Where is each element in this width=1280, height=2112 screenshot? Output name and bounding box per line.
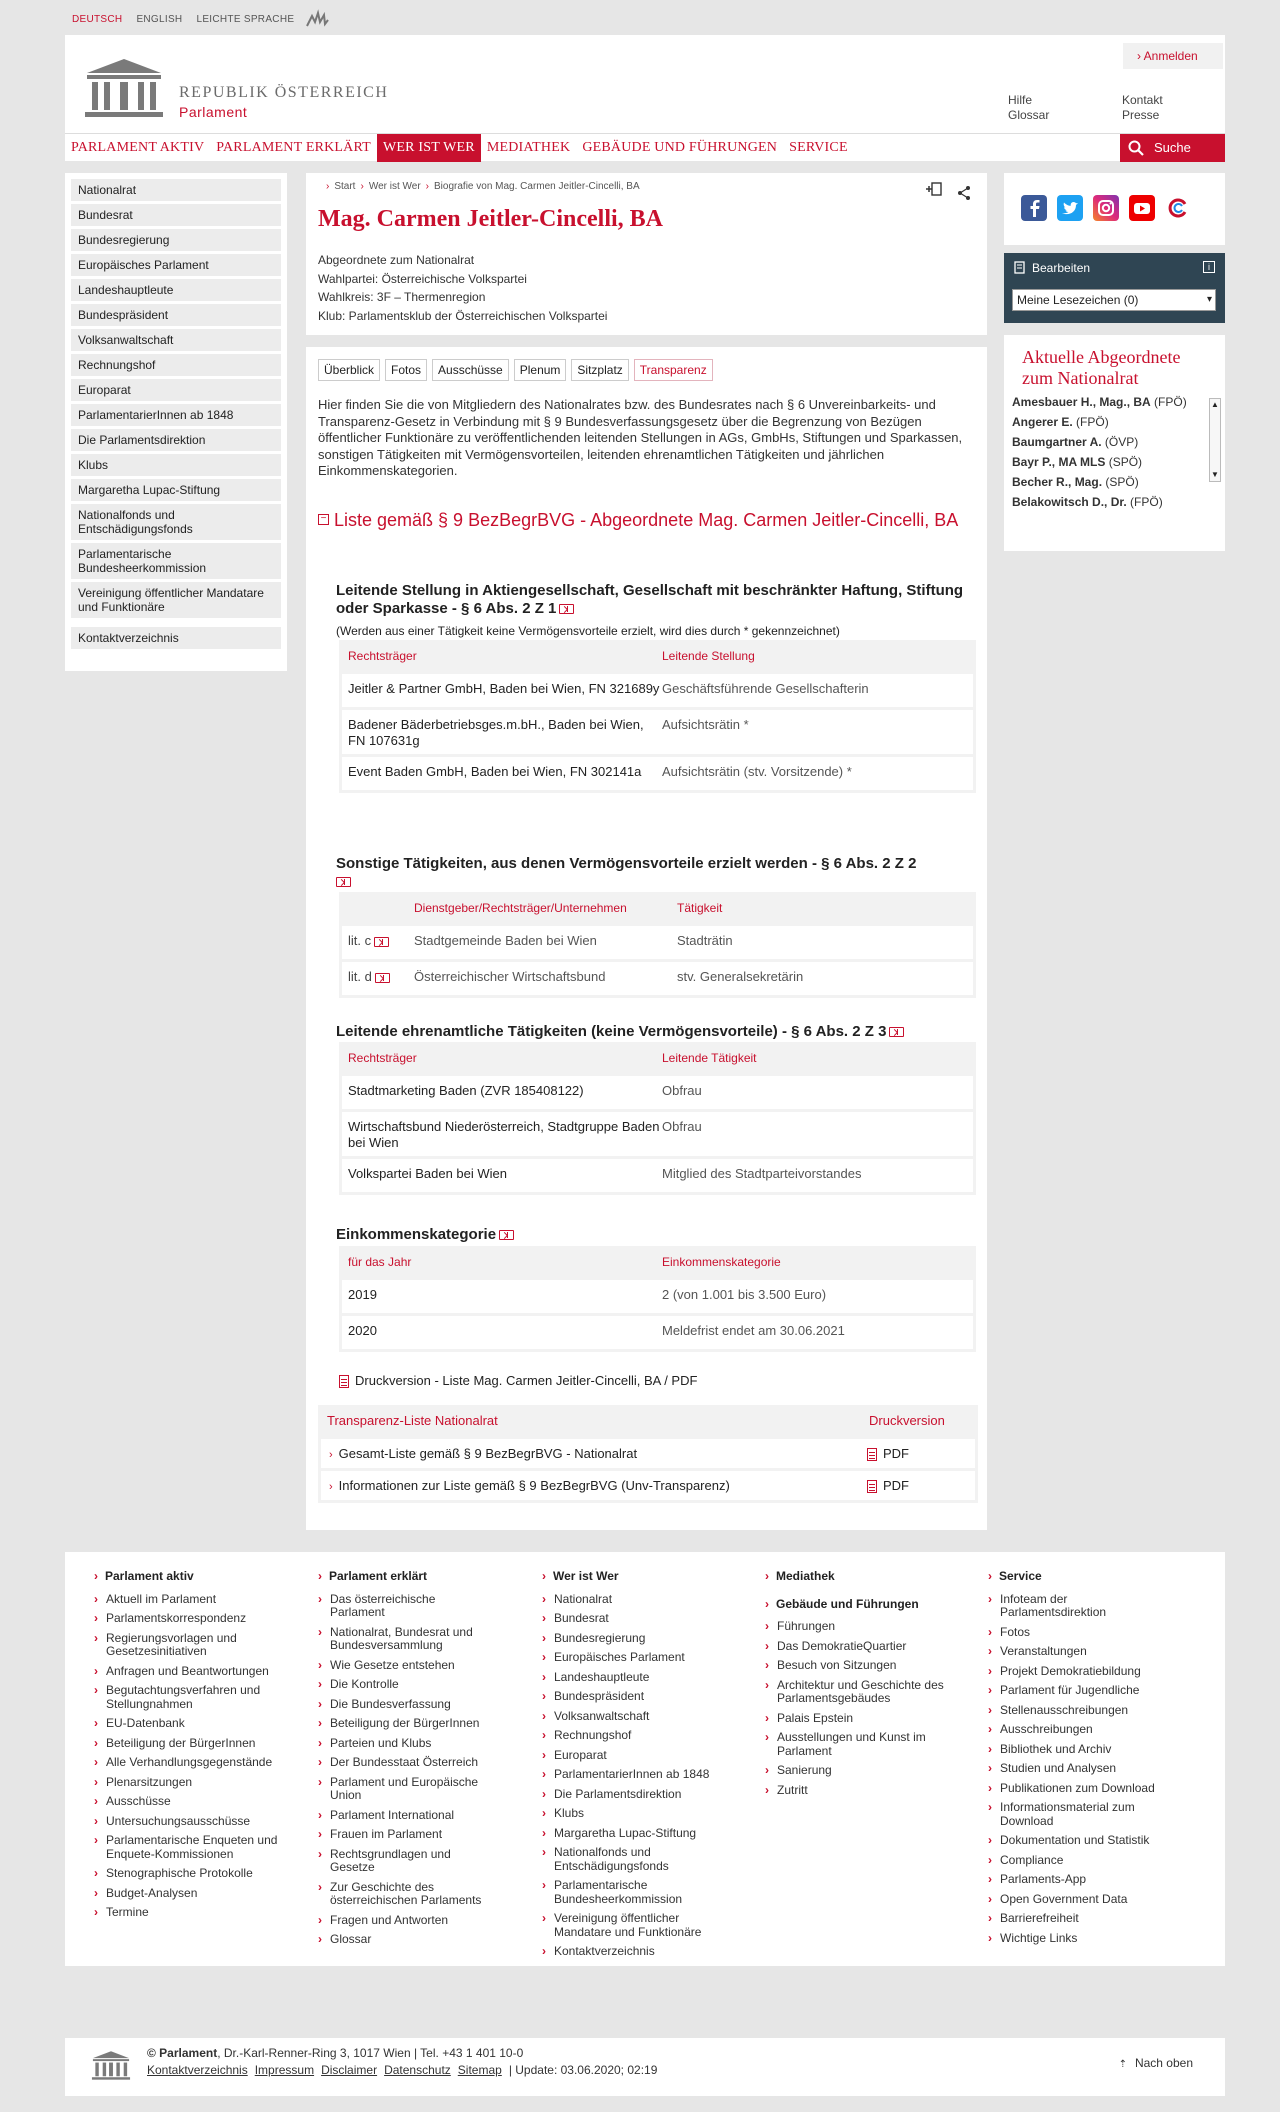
social-links [1004, 173, 1225, 245]
youtube-icon[interactable] [1129, 195, 1155, 221]
press-link[interactable]: Presse [1122, 108, 1160, 122]
sidebar-item-bundesrat[interactable]: Bundesrat [71, 204, 281, 226]
parliament-logo-small-icon[interactable] [89, 2048, 133, 2082]
footer-heading[interactable]: › Wer ist Wer [541, 1570, 716, 1584]
list-link[interactable]: Informationen zur Liste gemäß § 9 BezBegrBVG (Unv-Transparenz) [338, 1478, 730, 1494]
footer-link[interactable]: › Projekt Demokratiebildung [987, 1665, 1167, 1679]
footer-link[interactable]: › Nationalrat [541, 1593, 716, 1607]
footer-link[interactable]: › Nationalrat, Bundesrat und Bundesversammlung [317, 1626, 487, 1653]
lang-easy-link[interactable]: LEICHTE SPRACHE [196, 14, 295, 25]
info-icon[interactable] [375, 973, 390, 983]
collapse-icon[interactable]: − [318, 514, 329, 525]
footer-link[interactable]: › Open Government Data [987, 1893, 1167, 1907]
cell: Meldefrist endet am 30.06.2021 [662, 1323, 845, 1338]
members-scrollbar[interactable] [1209, 398, 1221, 482]
pdf-icon [867, 1480, 877, 1493]
footer-link[interactable]: › Wie Gesetze entstehen [317, 1659, 487, 1673]
footer-link[interactable]: › EU-Datenbank [93, 1717, 278, 1731]
footer-link[interactable]: › Führungen [764, 1620, 944, 1634]
footer-link[interactable]: › Publikationen zum Download [987, 1782, 1167, 1796]
footer-link[interactable]: › Parteien und Klubs [317, 1737, 487, 1751]
update-date: | Update: 03.06.2020; 02:19 [508, 2063, 658, 2077]
footer-col-parlament-erklaert [317, 1570, 487, 1953]
footer-link[interactable]: › Rechtsgrundlagen und Gesetze [317, 1848, 487, 1875]
sidebar-item-bundespraesident[interactable]: Bundespräsident [71, 304, 281, 326]
footer-link[interactable]: › Anfragen und Beantwortungen [93, 1665, 278, 1679]
table-row [342, 1316, 973, 1349]
footer-link[interactable]: › Volksanwaltschaft [541, 1710, 716, 1724]
table-row [342, 710, 973, 754]
footer-link[interactable]: › Frauen im Parlament [317, 1828, 487, 1842]
footer-link[interactable]: › ParlamentarierInnen ab 1848 [541, 1768, 716, 1782]
footer-link[interactable]: › Dokumentation und Statistik [987, 1834, 1167, 1848]
footer-link[interactable]: › Ausschreibungen [987, 1723, 1167, 1737]
footer-link[interactable]: › Zur Geschichte des österreichischen Parlaments [317, 1881, 487, 1908]
edit-panel [1004, 253, 1225, 323]
cell: Mitglied des Stadtparteivorstandes [662, 1166, 862, 1181]
brand-title: REPUBLIK ÖSTERREICH [179, 84, 389, 101]
current-members-title: Aktuelle Abgeordnete zum Nationalrat [1022, 347, 1181, 388]
bookmarks-select[interactable] [1012, 289, 1216, 311]
footer-link[interactable]: › Budget-Analysen [93, 1887, 278, 1901]
col-header: Transparenz-Liste Nationalrat [327, 1413, 498, 1428]
table-row [342, 674, 973, 707]
sitemap-link[interactable]: Sitemap [457, 2063, 502, 2077]
cell: Geschäftsführende Gesellschafterin [662, 681, 869, 696]
cell: 2020 [348, 1323, 377, 1338]
list-heading[interactable] [318, 509, 978, 531]
footer-heading[interactable]: › Parlament aktiv [93, 1570, 278, 1584]
footer-link[interactable]: › Besuch von Sitzungen [764, 1659, 944, 1673]
login-button[interactable]: › Anmelden [1123, 43, 1223, 69]
footer-link[interactable]: › Bundesregierung [541, 1632, 716, 1646]
lang-german-link[interactable]: DEUTSCH [72, 14, 123, 25]
contact-links [1122, 93, 1163, 123]
instagram-icon[interactable] [1093, 195, 1119, 221]
address-line [147, 2046, 523, 2060]
sidebar-item-europarat[interactable]: Europarat [71, 379, 281, 401]
footer-link[interactable]: › Zutritt [764, 1784, 944, 1798]
footer-link[interactable]: › Ausstellungen und Kunst im Parlament [764, 1731, 944, 1758]
sidebar-item-nationalrat[interactable]: Nationalrat [71, 179, 281, 201]
info-icon[interactable]: i [1203, 261, 1215, 273]
col-header: Einkommenskategorie [662, 1255, 781, 1269]
col-header: für das Jahr [348, 1255, 412, 1269]
chevron-right-icon: › [329, 1481, 333, 1494]
table-row[interactable] [321, 1471, 975, 1500]
footer-link[interactable]: › Begutachtungsverfahren und Stellungnahmen [93, 1684, 278, 1711]
login-label: Anmelden [1143, 49, 1198, 63]
footer-col-wer-ist-wer [541, 1570, 716, 1965]
person-role: Abgeordnete zum Nationalrat [318, 253, 475, 267]
pdf-icon [339, 1375, 349, 1388]
section4-table [339, 1246, 976, 1352]
privacy-link[interactable]: Datenschutz [384, 2063, 451, 2077]
footer-heading[interactable]: › Mediathek [764, 1570, 944, 1584]
bookmarks-select-value: Meine Lesezeichen (0) [1017, 293, 1139, 307]
footer-link[interactable]: › Die Bundesverfassung [317, 1698, 487, 1712]
footer-link[interactable]: › Stellenausschreibungen [987, 1704, 1167, 1718]
cell: Aufsichtsrätin (stv. Vorsitzende) * [662, 764, 852, 779]
nav-parlament-aktiv[interactable]: PARLAMENT AKTIV [71, 139, 205, 155]
sidebar-item-bundesheerkommission[interactable]: Parlamentarische Bundesheerkommission [71, 543, 281, 579]
footer-link[interactable]: › Termine [93, 1906, 278, 1920]
list-item[interactable]: Becher R., Mag. (SPÖ) [1012, 475, 1139, 489]
pdf-icon [867, 1448, 877, 1461]
footer [65, 1552, 1225, 1966]
arrow-up-icon: ⇡ [1118, 2059, 1127, 2070]
chevron-right-icon: › [329, 1449, 333, 1461]
footer-heading[interactable]: › Parlament erklärt [317, 1570, 487, 1584]
lang-english-link[interactable]: ENGLISH [136, 14, 183, 25]
sidebar-item-kontakt[interactable]: Kontaktverzeichnis [71, 627, 281, 649]
tab-transparenz[interactable]: Transparenz [634, 359, 713, 381]
section2-title-text: Sonstige Tätigkeiten, aus denen Vermögensvorteile erzielt werden - § 6 Abs. 2 Z 2 [336, 855, 917, 872]
person-info [318, 251, 607, 325]
footer-link[interactable]: › Beteiligung der BürgerInnen [317, 1717, 487, 1731]
search-label: Suche [1154, 140, 1191, 155]
nav-parlament-erklaert[interactable]: PARLAMENT ERKLÄRT [216, 139, 371, 155]
search-button[interactable] [1120, 134, 1225, 162]
left-sidebar [65, 173, 287, 671]
parliament-app-icon[interactable] [1165, 195, 1191, 221]
footer-link[interactable]: › Beteiligung der BürgerInnen [93, 1737, 278, 1751]
back-to-top-label: Nach oben [1134, 2056, 1193, 2070]
footer-link[interactable]: › Der Bundesstaat Österreich [317, 1756, 487, 1770]
list-item[interactable]: Belakowitsch D., Dr. (FPÖ) [1012, 495, 1163, 509]
footer-link[interactable]: › Palais Epstein [764, 1712, 944, 1726]
footer-link[interactable]: › Parlamentarische Bundesheerkommission [541, 1879, 716, 1906]
footer-col-parlament-aktiv [93, 1570, 278, 1926]
section1-title [336, 582, 976, 618]
footer-link[interactable]: › Parlamentskorrespondenz [93, 1612, 278, 1626]
table-row[interactable] [321, 1439, 975, 1468]
sidebar-item-klubs[interactable]: Klubs [71, 454, 281, 476]
sidebar-item-bundesregierung[interactable]: Bundesregierung [71, 229, 281, 251]
tab-ausschuesse[interactable]: Ausschüsse [432, 359, 509, 381]
section4-title [336, 1226, 976, 1244]
cell: Aufsichtsrätin * [662, 717, 749, 732]
footer-link[interactable]: › Rechnungshof [541, 1729, 716, 1743]
legal-links [147, 2063, 657, 2077]
footer-link[interactable]: › Das österreichische Parlament [317, 1593, 487, 1620]
breadcrumb: › Start › Wer ist Wer › Biografie von Mag. Carmen Jeitler-Cincelli, BA [326, 181, 640, 192]
pdf-link[interactable]: PDF [867, 1446, 967, 1461]
footer-link[interactable]: › Barrierefreiheit [987, 1912, 1167, 1926]
footer-link[interactable]: › Parlament International [317, 1809, 487, 1823]
sidebar-item-eu-parlament[interactable]: Europäisches Parlament [71, 254, 281, 276]
footer-link[interactable]: › Fotos [987, 1626, 1167, 1640]
info-icon[interactable] [499, 1230, 514, 1240]
footer-link[interactable]: › Ausschüsse [93, 1795, 278, 1809]
cell: lit. c [348, 933, 414, 953]
table-row [342, 962, 973, 995]
person-party: Wahlpartei: Österreichische Volkspartei [318, 271, 527, 286]
search-icon [1128, 140, 1144, 156]
cell: Stadtgemeinde Baden bei Wien [414, 933, 597, 948]
sidebar-item-nationalfonds[interactable]: Nationalfonds und Entschädigungsfonds [71, 504, 281, 540]
chevron-down-icon: ▾ [1206, 294, 1212, 305]
col-header: Druckversion [869, 1413, 945, 1428]
sidebar-item-rechnungshof[interactable]: Rechnungshof [71, 354, 281, 376]
footer-col-mediathek [764, 1570, 944, 1803]
contact-directory-link[interactable]: Kontaktverzeichnis [147, 2063, 248, 2077]
section2-title [336, 855, 976, 891]
language-bar [72, 14, 294, 25]
footer-link[interactable]: › Regierungsvorlagen und Gesetzesinitiativen [93, 1632, 278, 1659]
list-link[interactable]: Gesamt-Liste gemäß § 9 BezBegrBVG - Nationalrat [338, 1446, 638, 1461]
site-header [65, 35, 1225, 161]
footer-link[interactable]: › Das DemokratieQuartier [764, 1640, 944, 1654]
cell: Wirtschaftsbund Niederösterreich, Stadtgruppe Baden bei Wien [348, 1119, 660, 1150]
cell: Badener Bäderbetriebsges.m.bH., Baden bei Wien, FN 107631g [348, 717, 644, 748]
address: , Dr.-Karl-Renner-Ring 3, 1017 Wien | Tel. +43 1 401 10-0 [217, 2046, 524, 2060]
facebook-icon[interactable] [1021, 195, 1047, 221]
sidebar-item-parlamentsdirektion[interactable]: Die Parlamentsdirektion [71, 429, 281, 451]
list-heading-text: Liste gemäß § 9 BezBegrBVG - Abgeordnete Mag. Carmen Jeitler-Cincelli, BA [334, 510, 959, 530]
members-list [1012, 395, 1212, 509]
person-club: Klub: Parlamentsklub der Österreichischen Volkspartei [318, 308, 608, 323]
pdf-link[interactable]: PDF [867, 1478, 967, 1493]
footer-link[interactable]: › Landeshauptleute [541, 1671, 716, 1685]
cell: Event Baden GmbH, Baden bei Wien, FN 302141a [348, 764, 642, 779]
imprint-link[interactable]: Impressum [254, 2063, 315, 2077]
info-icon[interactable] [336, 877, 351, 887]
tab-ueberblick[interactable]: Überblick [318, 359, 380, 381]
footer-link[interactable]: › Infoteam der Parlamentsdirektion [987, 1593, 1167, 1620]
footer-heading[interactable]: › Gebäude und Führungen [764, 1598, 944, 1612]
table-row [342, 1076, 973, 1109]
footer-link[interactable]: › Europäisches Parlament [541, 1651, 716, 1665]
brand-subtitle: Parlament [179, 104, 248, 120]
table-row [342, 1280, 973, 1313]
intro-text: Hier finden Sie die von Mitgliedern des Nationalrates bzw. des Bundesrates nach § 6 Unvereinbarkeits- und Transparenz-Gesetz in Verbindung mit § 9 Bundesverfassungsgesetz über die Begrenzung von Bezügen öffentlicher Funktionäre zu veröffentlichenden leitenden Stellungen in AGs, GmbHs, Stiftungen und Sparkassen, sonstigen Tätigkeiten mit Vermögensvorteilen, leitenden ehrenamtlichen Tätigkeiten und jährlichen Einkommenskategorien. [318, 397, 963, 478]
footer-link[interactable]: › Die Parlamentsdirektion [541, 1788, 716, 1802]
footer-link[interactable]: › Studien und Analysen [987, 1762, 1167, 1776]
share-icon[interactable] [956, 185, 972, 201]
sidebar-item-volksanwaltschaft[interactable]: Volksanwaltschaft [71, 329, 281, 351]
footer-link[interactable]: › Kontaktverzeichnis [541, 1945, 716, 1959]
table-row [342, 926, 973, 959]
footer-link[interactable]: › Stenographische Protokolle [93, 1867, 278, 1881]
breadcrumb-wer-ist-wer[interactable]: Wer ist Wer [368, 181, 421, 192]
col-header: Rechtsträger [348, 1051, 417, 1065]
disclaimer-link[interactable]: Disclaimer [321, 2063, 378, 2077]
print-version-label: Druckversion - Liste Mag. Carmen Jeitler-Cincelli, BA / PDF [355, 1373, 698, 1388]
tab-plenum[interactable]: Plenum [514, 359, 567, 381]
scroll-down-icon[interactable]: ▼ [1211, 470, 1219, 479]
edit-label: Bearbeiten [1032, 261, 1091, 275]
col-header: Tätigkeit [677, 901, 723, 915]
footer-link[interactable]: › Veranstaltungen [987, 1645, 1167, 1659]
col-header: Rechtsträger [348, 649, 417, 663]
list-item[interactable]: Bayr P., MA MLS (SPÖ) [1012, 455, 1143, 469]
list-item[interactable]: Amesbauer H., Mag., BA (FPÖ) [1012, 395, 1187, 409]
contact-link[interactable]: Kontakt [1122, 93, 1163, 107]
list-item[interactable]: Baumgartner A. (ÖVP) [1012, 435, 1139, 449]
nav-gebaeude[interactable]: GEBÄUDE UND FÜHRUNGEN [582, 139, 778, 155]
section2-table [339, 892, 976, 998]
scroll-up-icon[interactable]: ▲ [1211, 400, 1219, 409]
footer-link[interactable]: › Fragen und Antworten [317, 1914, 487, 1928]
cell: Volkspartei Baden bei Wien [348, 1166, 507, 1181]
footer-link[interactable]: › Europarat [541, 1749, 716, 1763]
sign-language-icon[interactable] [304, 10, 330, 30]
nav-mediathek[interactable]: MEDIATHEK [486, 139, 571, 155]
footer-link[interactable]: › Bundespräsident [541, 1690, 716, 1704]
table-row [342, 1112, 973, 1156]
transparency-box [306, 347, 987, 1530]
copyright: © Parlament [147, 2046, 218, 2060]
cell: 2 (von 1.001 bis 3.500 Euro) [662, 1287, 827, 1302]
help-link[interactable]: Hilfe [1008, 93, 1033, 107]
footer-link[interactable]: › Nationalfonds und Entschädigungsfonds [541, 1846, 716, 1873]
footer-link[interactable]: › Bundesrat [541, 1612, 716, 1626]
cell: Obfrau [662, 1083, 702, 1098]
sidebar-item-landeshauptleute[interactable]: Landeshauptleute [71, 279, 281, 301]
section3-table [339, 1042, 976, 1195]
parliament-logo-icon[interactable] [79, 55, 169, 119]
bookmark-icon [1014, 261, 1025, 274]
section1-title-text: Leitende Stellung in Aktiengesellschaft, Gesellschaft mit beschränkter Haftung, Stiftung oder Sparkasse - § 6 Abs. 2 Z 1 [336, 582, 964, 617]
sidebar-item-vereinigung[interactable]: Vereinigung öffentlicher Mandatare und Funktionäre [71, 582, 281, 618]
sidebar-item-parlamentarier[interactable]: ParlamentarierInnen ab 1848 [71, 404, 281, 426]
footer-link[interactable]: › Architektur und Geschichte des Parlamentsgebäudes [764, 1679, 944, 1706]
cell: Obfrau [662, 1119, 702, 1134]
footer-link[interactable]: › Klubs [541, 1807, 716, 1821]
footer-link[interactable]: › Untersuchungsausschüsse [93, 1815, 278, 1829]
cell: Stadtmarketing Baden (ZVR 185408122) [348, 1083, 584, 1098]
main-nav [65, 133, 1225, 161]
footer-link[interactable]: › Alle Verhandlungsgegenstände [93, 1756, 278, 1770]
footer-link[interactable]: › Sanierung [764, 1764, 944, 1778]
footer-link[interactable]: › Informationsmaterial zum Download [987, 1801, 1167, 1828]
info-icon[interactable] [889, 1027, 904, 1037]
table-row [342, 1159, 973, 1192]
cell: stv. Generalsekretärin [677, 969, 804, 984]
section1-note: (Werden aus einer Tätigkeit keine Vermögensvorteile erzielt, wird dies durch * gekennzeichnet) [336, 624, 840, 638]
twitter-icon[interactable] [1057, 195, 1083, 221]
footer-link[interactable]: › Parlament und Europäische Union [317, 1776, 487, 1803]
sidebar-item-lupac[interactable]: Margaretha Lupac-Stiftung [71, 479, 281, 501]
footer-link[interactable]: › Aktuell im Parlament [93, 1593, 278, 1607]
page-title: Mag. Carmen Jeitler-Cincelli, BA [318, 206, 664, 232]
footer-link[interactable]: › Margaretha Lupac-Stiftung [541, 1827, 716, 1841]
footer-link[interactable]: › Glossar [317, 1933, 487, 1947]
tab-fotos[interactable]: Fotos [385, 359, 427, 381]
footer-link[interactable]: › Wichtige Links [987, 1932, 1167, 1946]
section4-title-text: Einkommenskategorie [336, 1226, 497, 1243]
table-row [342, 757, 973, 790]
help-links [1008, 93, 1049, 123]
back-to-top-link[interactable] [1119, 2056, 1193, 2070]
footer-link[interactable]: › Die Kontrolle [317, 1678, 487, 1692]
section3-title-text: Leitende ehrenamtliche Tätigkeiten (keine Vermögensvorteile) - § 6 Abs. 2 Z 3 [336, 1023, 887, 1040]
breadcrumb-current: Biografie von Mag. Carmen Jeitler-Cincelli, BA [434, 181, 640, 192]
person-district: Wahlkreis: 3F – Thermenregion [318, 290, 486, 304]
bottom-bar [65, 2038, 1225, 2096]
section1-table [339, 640, 976, 793]
transparency-list-table [318, 1405, 978, 1503]
section3-title [336, 1023, 976, 1041]
tab-sitzplatz[interactable]: Sitzplatz [571, 359, 628, 381]
cell: Stadträtin [677, 933, 733, 948]
footer-link[interactable]: › Compliance [987, 1854, 1167, 1868]
bookmark-add-icon[interactable] [925, 181, 943, 197]
footer-link[interactable]: › Parlament für Jugendliche [987, 1684, 1167, 1698]
cell: Österreichischer Wirtschaftsbund [414, 969, 606, 984]
footer-link[interactable]: › Plenarsitzungen [93, 1776, 278, 1790]
print-version-link[interactable] [339, 1373, 697, 1388]
glossary-link[interactable]: Glossar [1008, 108, 1050, 122]
cell: Jeitler & Partner GmbH, Baden bei Wien, FN 321689y [348, 681, 660, 696]
list-item[interactable]: Angerer E. (FPÖ) [1012, 415, 1109, 429]
breadcrumb-start[interactable]: Start [334, 181, 356, 192]
person-header-box [306, 173, 987, 335]
col-header: Dienstgeber/Rechtsträger/Unternehmen [414, 901, 627, 915]
profile-tabs [318, 359, 713, 381]
footer-col-service [987, 1570, 1167, 1951]
col-header: Leitende Stellung [662, 649, 755, 663]
cell: 2019 [348, 1287, 377, 1302]
col-header: Leitende Tätigkeit [662, 1051, 757, 1065]
info-icon[interactable] [374, 937, 389, 947]
footer-link[interactable]: › Bibliothek und Archiv [987, 1743, 1167, 1757]
current-members-panel [1004, 335, 1225, 551]
info-icon[interactable] [559, 604, 574, 614]
nav-wer-ist-wer[interactable]: WER IST WER [377, 134, 481, 162]
cell: lit. d [348, 969, 414, 989]
footer-heading[interactable]: › Service [987, 1570, 1167, 1584]
footer-link[interactable]: › Vereinigung öffentlicher Mandatare und Funktionäre [541, 1912, 716, 1939]
nav-service[interactable]: SERVICE [789, 139, 848, 155]
footer-link[interactable]: › Parlamentarische Enqueten und Enquete-Kommissionen [93, 1834, 278, 1861]
footer-link[interactable]: › Parlaments-App [987, 1873, 1167, 1887]
